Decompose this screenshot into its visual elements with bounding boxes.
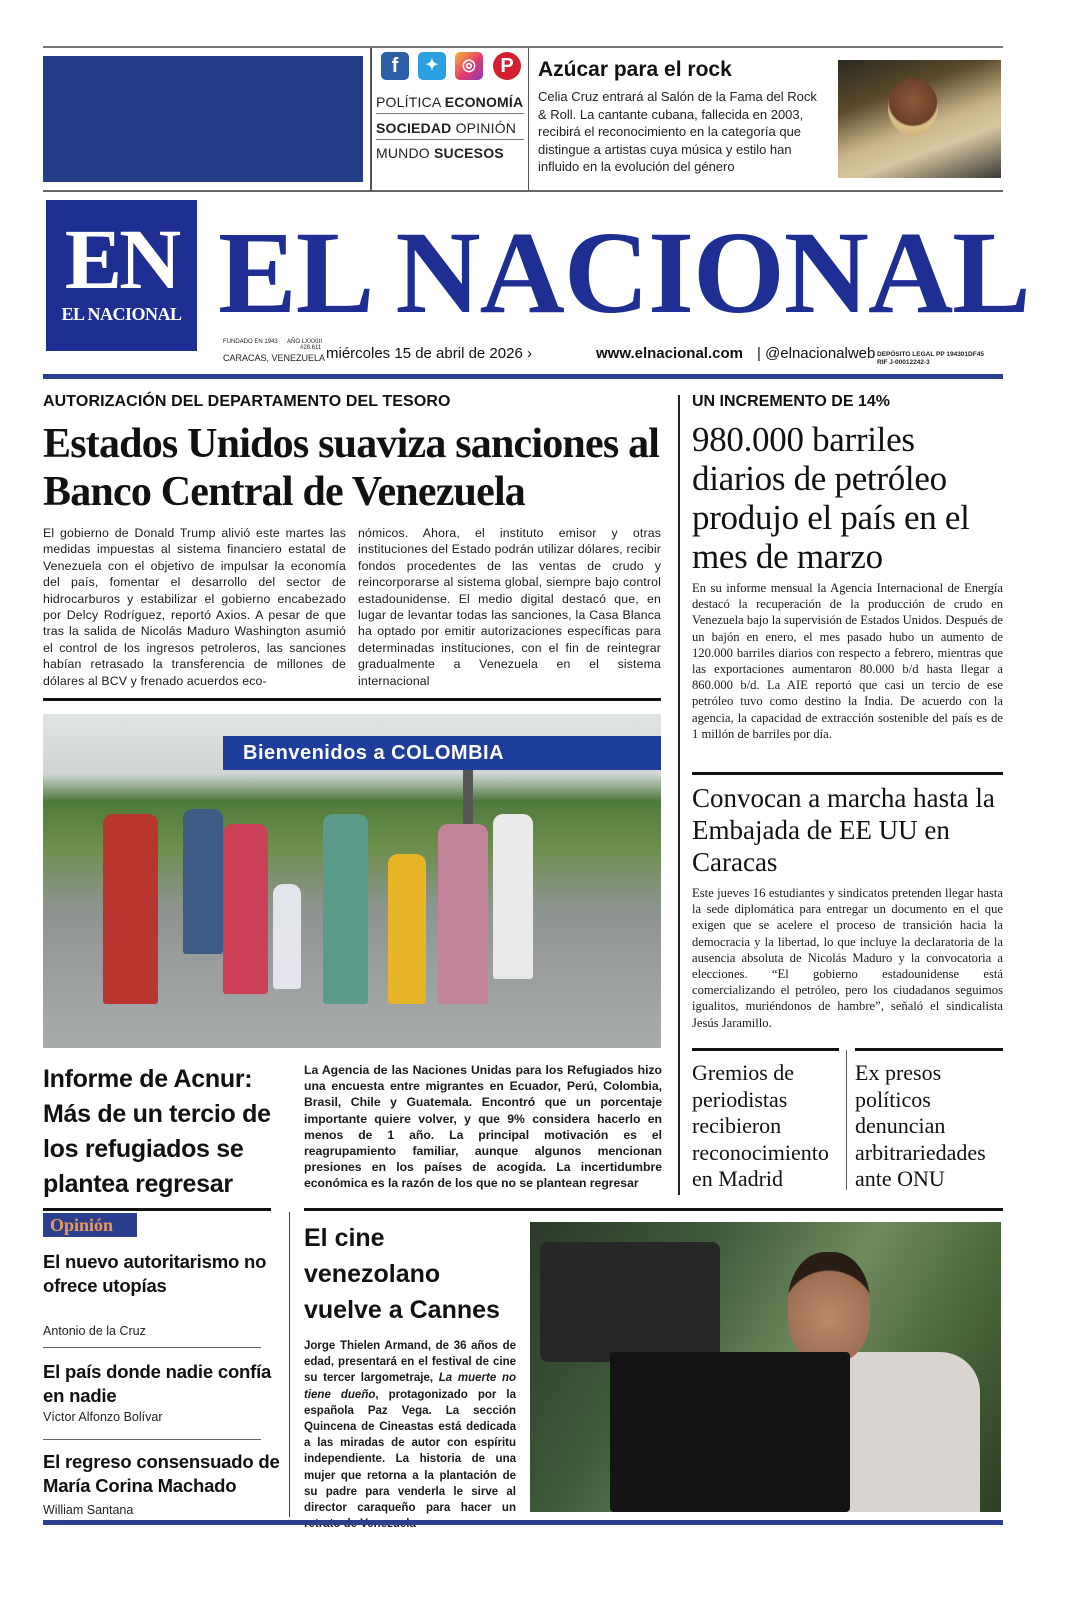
logo[interactable] xyxy=(46,200,197,351)
divider xyxy=(370,48,372,190)
divider xyxy=(43,1347,261,1348)
promo-headline[interactable]: Azúcar para el rock xyxy=(538,58,732,81)
opinion-author: Víctor Alfonzo Bolívar xyxy=(43,1410,163,1424)
main-body-col2: nómicos. Ahora, el instituto emisor y otras instituciones del Estado podrán utilizar dólares, recibir fondos procedentes de las ventas de crudo y reincorporarse al sistema global, siempre bajo control estadounidense. El medio digital destacó que, en lugar de levantar todas las sanciones, la Casa Blanca ha optado por emitir autorizaciones específicas para determinadas instituciones, con el fin de reintegrar gradualmente a Venezuela en el sistema internacional xyxy=(358,526,661,688)
film-title: La muerte no tiene dueño xyxy=(304,1372,516,1401)
border-sign: Bienvenidos a COLOMBIA xyxy=(223,736,661,770)
section-rule xyxy=(692,772,1003,775)
nav-politica[interactable]: POLÍTICA xyxy=(376,94,441,110)
photo-person xyxy=(223,824,268,994)
brief-headline[interactable]: Ex presos políticos denuncian arbitrariedades ante ONU xyxy=(855,1060,986,1191)
opinion-label: Opinión xyxy=(43,1213,137,1237)
logo-initials: EN xyxy=(64,211,179,307)
migrants-photo[interactable] xyxy=(43,714,661,1048)
photo-person xyxy=(273,884,301,989)
website-link[interactable]: www.elnacional.com xyxy=(596,345,743,362)
cine-photo[interactable] xyxy=(530,1222,1001,1512)
photo-person xyxy=(183,809,223,954)
march-body: Este jueves 16 estudiantes y sindicatos pretenden llegar hasta la sede diplomática para entregar un documento en el que exigen que se acelere el proceso de transición hacia la democracia y la libertad, lo que incluye la declaratoria de la ausencia absoluta de Nicolás Maduro y la convocatoria a elecciones. “El gobierno estadounidense está comercializando el petróleo, pero los ciudadanos seguimos igualitos, muriéndonos de hambre”, señaló el sindicalista Jesús Jaramillo. xyxy=(692,886,1003,1030)
oil-kicker: UN INCREMENTO DE 14% xyxy=(692,393,890,410)
edition-number: #28.611 xyxy=(300,345,322,351)
top-rule xyxy=(43,190,1003,192)
oil-headline[interactable]: 980.000 barriles diarios de petróleo produjo el país en el mes de marzo xyxy=(692,420,970,576)
cine-body-text: , protagonizado por la española Paz Vega. La sección Quincena de Cineastas está dedicada a las miradas de autor con espíritu independiente. La historia de una mujer que retorna a la plantación de su padre para venderla le sirve al director caraqueño para hacer un xyxy=(304,1388,516,1515)
promo-photo[interactable] xyxy=(838,60,1001,178)
section-rule xyxy=(304,1208,1003,1211)
main-kicker: AUTORIZACIÓN DEL DEPARTAMENTO DEL TESORO xyxy=(43,393,451,410)
cine-headline[interactable]: El cine venezolano vuelve a Cannes xyxy=(304,1224,500,1324)
rif-number: RIF J-00012242-3 xyxy=(877,359,930,366)
nav-sucesos[interactable]: SUCESOS xyxy=(433,145,504,161)
section-rule xyxy=(43,698,661,701)
opinion-title[interactable]: El regreso consensuado de María Corina Machado xyxy=(43,1451,280,1496)
photo-person xyxy=(103,814,158,1004)
acnur-body: La Agencia de las Naciones Unidas para los Refugiados hizo una encuesta entre migrantes en Ecuador, Perú, Colombia, Brasil, Chile y Guatemala. Encontró que un porcentaje importante quiere volver, y que 9% considera hacerlo en menos de 1 año. La principal motivación es el reagrupamiento familiar, aunque algunos mencionan presiones en los países de acogida. La incertidumbre económica es la razón de los que no se plantean regresar xyxy=(304,1063,662,1191)
section-nav-row xyxy=(376,120,524,140)
founded-label: FUNDADO EN 1943 xyxy=(223,339,278,345)
top-rule xyxy=(43,46,1003,48)
oil-body: En su informe mensual la Agencia Internacional de Energía destacó la recuperación de la producción de crudo en Venezuela bajo la supervisión de Estados Unidos. Después de un bajón en enero, el mes pasado hubo un aumento de 120.000 barriles diarios con respecto a febrero, mientras que las exportaciones aumentaron 80.000 b/d hasta llegar a 860.000 b/d. La AIE reportó que casi un tercio de ese petróleo tuvo como destino la India. De acuerdo con la agencia, la capacidad de extracción sostenible del país es de 1 millón de barriles por día. xyxy=(692,581,1003,741)
divider xyxy=(43,1439,261,1440)
year-label: AÑO LXXXIII xyxy=(287,339,323,345)
section-nav-row xyxy=(376,145,524,161)
photo-camera xyxy=(610,1352,850,1512)
photo-camera xyxy=(540,1242,720,1362)
divider xyxy=(528,48,529,190)
masthead-title: EL NACIONAL xyxy=(218,207,1030,338)
facebook-icon[interactable]: f xyxy=(381,52,409,80)
photo-subject xyxy=(788,1252,870,1362)
nav-sociedad[interactable]: SOCIEDAD xyxy=(376,120,452,136)
main-headline[interactable]: Estados Unidos suaviza sanciones al Banco Central de Venezuela xyxy=(43,421,660,515)
cine-body xyxy=(304,1338,516,1532)
march-headline[interactable]: Convocan a marcha hasta la Embajada de EE UU en Caracas xyxy=(692,783,995,877)
bottom-rule xyxy=(43,1520,1003,1525)
opinion-title[interactable]: El país donde nadie confía en nadie xyxy=(43,1361,272,1406)
photo-subject xyxy=(888,78,938,136)
nav-mundo[interactable]: MUNDO xyxy=(376,145,430,161)
instagram-icon[interactable]: ◎ xyxy=(455,52,483,80)
photo-person xyxy=(323,814,368,1004)
opinion-author: William Santana xyxy=(43,1503,134,1517)
city-label: CARACAS, VENEZUELA xyxy=(223,353,326,363)
edition-date[interactable]: miércoles 15 de abril de 2026 › xyxy=(326,345,532,362)
pinterest-icon[interactable]: P xyxy=(493,52,521,80)
opinion-author: Antonio de la Cruz xyxy=(43,1324,146,1338)
brief-headline[interactable]: Gremios de periodistas recibieron reconocimiento en Madrid xyxy=(692,1060,829,1191)
column-divider xyxy=(678,395,680,1195)
social-handle[interactable]: | @elnacionalweb xyxy=(757,345,876,362)
logo-name: EL NACIONAL xyxy=(61,304,182,324)
nav-opinion[interactable]: OPINIÓN xyxy=(455,120,517,136)
promo-text: Celia Cruz entrará al Salón de la Fama del Rock & Roll. La cantante cubana, fallecida en 2003, recibirá el reconocimiento en la categoría que distingue a artistas cuya música y estilo han influido en la evolución del género xyxy=(538,89,817,174)
section-rule xyxy=(43,1208,271,1211)
cine-body-text: Jorge Thielen Armand, de 36 años de edad, presentará en el festival de cine su tercer largometraje, xyxy=(304,1340,516,1385)
acnur-headline[interactable]: Informe de Acnur: Más de un tercio de los refugiados se plantea regresar xyxy=(43,1065,271,1198)
section-nav-row xyxy=(376,94,524,114)
divider xyxy=(289,1212,290,1517)
ad-banner[interactable] xyxy=(43,56,363,182)
divider xyxy=(846,1050,847,1190)
twitter-icon[interactable]: ✦ xyxy=(418,52,446,80)
legal-deposit: DEPÓSITO LEGAL PP 194301DF45 xyxy=(877,351,984,358)
section-rule xyxy=(855,1048,1003,1051)
masthead-rule xyxy=(43,374,1003,379)
opinion-title[interactable]: El nuevo autoritarismo no ofrece utopías xyxy=(43,1251,267,1296)
photo-person xyxy=(493,814,533,979)
photo-person xyxy=(388,854,426,1004)
section-rule xyxy=(692,1048,839,1051)
photo-person xyxy=(438,824,488,1004)
main-body-col1: El gobierno de Donald Trump alivió este martes las medidas impuestas al sistema financiero estatal de Venezuela con el objetivo de impulsar la economía del país, fomentar el desarrollo del sector de hidrocarburos y estabilizar el gobierno encabezado por Delcy Rodríguez, reportó Axios. A pesar de que tras la salida de Nicolás Maduro Washington asumió el control de los ingresos petroleros, las sanciones habían retrasado la transferencia de millones de dólares al BCV y frenado acuerdos eco- xyxy=(43,526,346,688)
nav-economia[interactable]: ECONOMÍA xyxy=(444,94,524,110)
